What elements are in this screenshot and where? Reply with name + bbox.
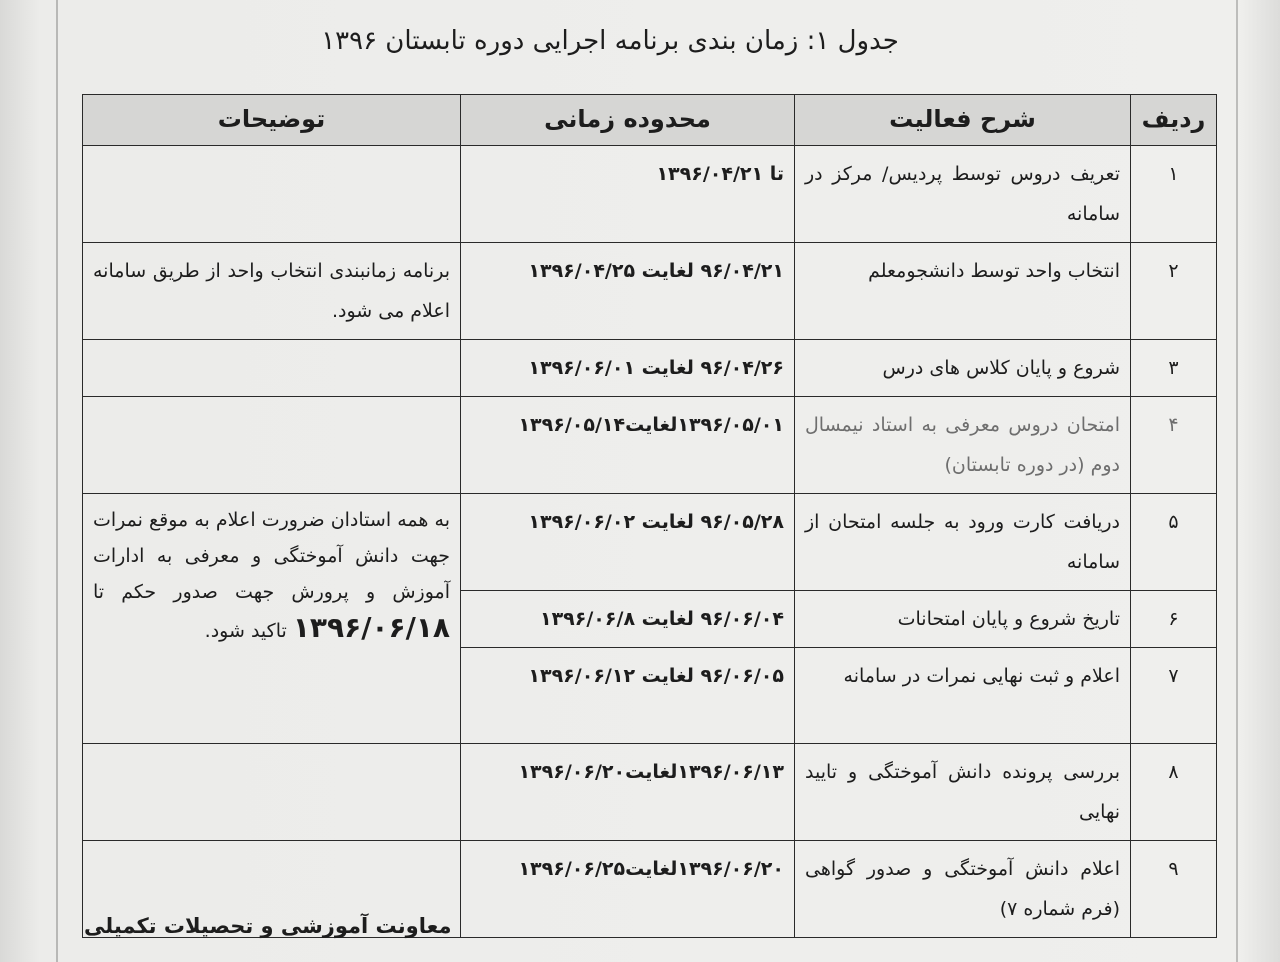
notes-cell-merged xyxy=(83,494,461,744)
table-caption: جدول ۱: زمان بندی برنامه اجرایی دوره تابستان ۱۳۹۶ xyxy=(321,26,899,56)
row-number: ۹ xyxy=(1131,841,1217,938)
table-row xyxy=(83,340,1217,397)
activity-cell: شروع و پایان کلاس های درس xyxy=(795,340,1131,397)
range-cell: تا ۱۳۹۶/۰۴/۲۱ xyxy=(461,146,795,243)
row-number: ۳ xyxy=(1131,340,1217,397)
table-row xyxy=(83,494,1217,591)
table-row xyxy=(83,243,1217,340)
range-cell: ۹۶/۰۶/۰۴ لغایت ۱۳۹۶/۰۶/۸ xyxy=(461,591,795,648)
range-cell: ۱۳۹۶/۰۶/۲۰لغایت۱۳۹۶/۰۶/۲۵ xyxy=(461,841,795,938)
notes-text-end: تاکید شود. xyxy=(204,620,287,642)
signature-office: معاونت آموزشی و تحصیلات تکمیلی xyxy=(84,914,452,938)
range-cell: ۹۶/۰۴/۲۱ لغایت ۱۳۹۶/۰۴/۲۵ xyxy=(461,243,795,340)
activity-cell: اعلام دانش آموختگی و صدور گواهی (فرم شماره ۷) xyxy=(795,841,1131,938)
page-fold-shadow xyxy=(56,0,58,962)
header-time-range: محدوده زمانی xyxy=(461,95,795,146)
row-number: ۱ xyxy=(1131,146,1217,243)
activity-cell: انتخاب واحد توسط دانشجومعلم xyxy=(795,243,1131,340)
activity-cell: امتحان دروس معرفی به استاد نیمسال دوم (در دوره تابستان) xyxy=(795,397,1131,494)
notes-cell: برنامه زمانبندی انتخاب واحد از طریق سامانه اعلام می شود. xyxy=(83,243,461,340)
schedule-table xyxy=(82,94,1217,938)
notes-cell xyxy=(83,146,461,243)
activity-cell: تعریف دروس توسط پردیس/ مرکز در سامانه xyxy=(795,146,1131,243)
activity-cell: تاریخ شروع و پایان امتحانات xyxy=(795,591,1131,648)
header-row-number: ردیف xyxy=(1131,95,1217,146)
row-number: ۸ xyxy=(1131,744,1217,841)
row-number: ۴ xyxy=(1131,397,1217,494)
table-row xyxy=(83,146,1217,243)
notes-cell xyxy=(83,397,461,494)
row-number: ۵ xyxy=(1131,494,1217,591)
table-row xyxy=(83,744,1217,841)
range-cell: ۱۳۹۶/۰۶/۱۳لغایت۱۳۹۶/۰۶/۲۰ xyxy=(461,744,795,841)
range-cell: ۹۶/۰۴/۲۶ لغایت ۱۳۹۶/۰۶/۰۱ xyxy=(461,340,795,397)
notes-text: به همه استادان ضرورت اعلام به موقع نمرات جهت دانش آموختگی و معرفی به ادارات آموزش و پرورش جهت صدور حکم تا xyxy=(93,509,450,603)
page-edge-shadow xyxy=(1236,0,1238,962)
range-cell: ۹۶/۰۵/۲۸ لغایت ۱۳۹۶/۰۶/۰۲ xyxy=(461,494,795,591)
activity-cell: بررسی پرونده دانش آموختگی و تایید نهایی xyxy=(795,744,1131,841)
table-header-row xyxy=(83,95,1217,146)
notes-deadline-date: ۱۳۹۶/۰۶/۱۸ xyxy=(292,611,450,644)
range-cell: ۹۶/۰۶/۰۵ لغایت ۱۳۹۶/۰۶/۱۲ xyxy=(461,648,795,744)
row-number: ۶ xyxy=(1131,591,1217,648)
activity-cell: اعلام و ثبت نهایی نمرات در سامانه xyxy=(795,648,1131,744)
activity-cell: دریافت کارت ورود به جلسه امتحان از سامانه xyxy=(795,494,1131,591)
range-cell: ۱۳۹۶/۰۵/۰۱لغایت۱۳۹۶/۰۵/۱۴ xyxy=(461,397,795,494)
notes-cell xyxy=(83,744,461,841)
header-notes: توضیحات xyxy=(83,95,461,146)
row-number: ۲ xyxy=(1131,243,1217,340)
notes-cell xyxy=(83,340,461,397)
row-number: ۷ xyxy=(1131,648,1217,744)
header-activity: شرح فعالیت xyxy=(795,95,1131,146)
table-row xyxy=(83,397,1217,494)
